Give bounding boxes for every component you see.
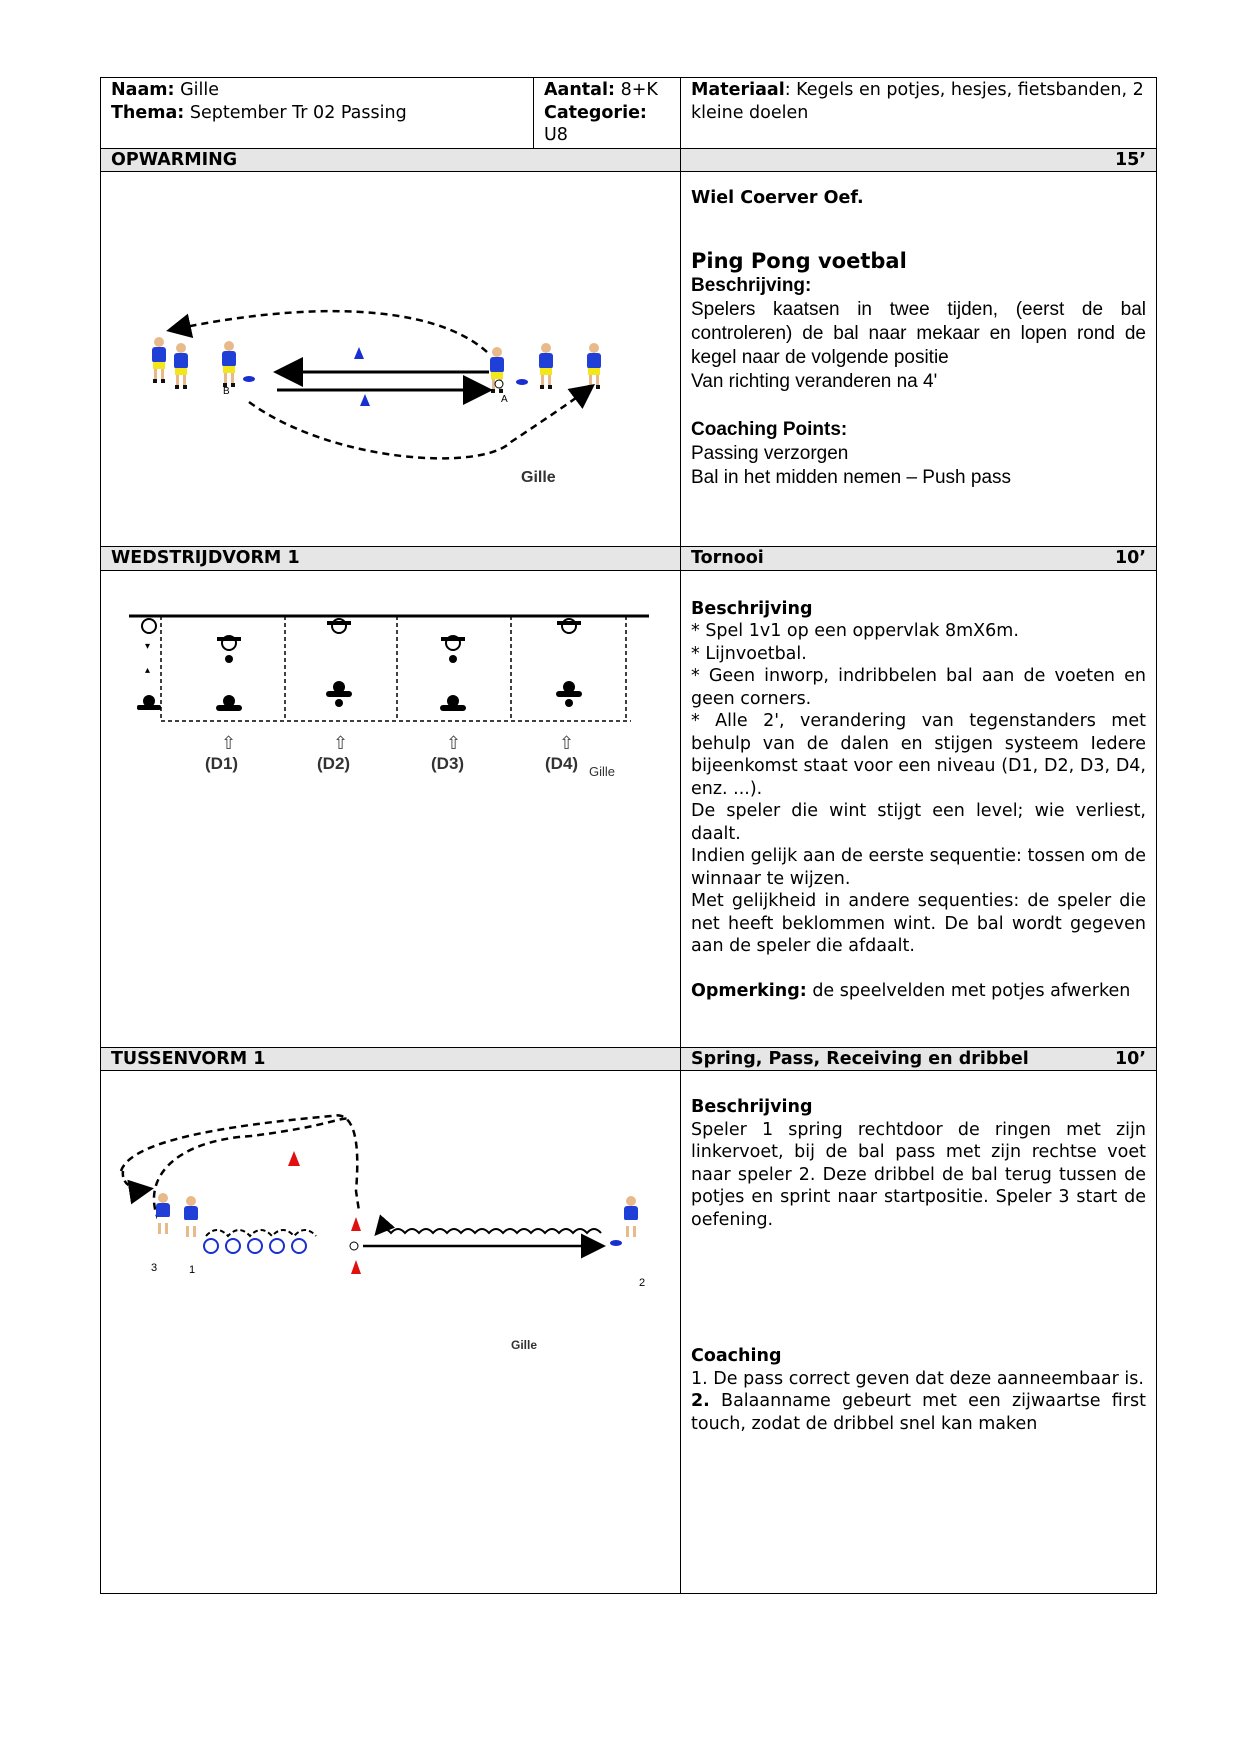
level-label-d1: (D1) bbox=[205, 753, 239, 773]
player-figure bbox=[152, 337, 166, 383]
player-label-2: 2 bbox=[639, 1277, 646, 1289]
description-line: * Geen inworp, indribbelen bal aan de voeten en geen corners. bbox=[691, 666, 1146, 709]
naam-label: Naam: bbox=[111, 80, 175, 100]
description-line: Indien gelijk aan de eerste sequentie: tossen om de winnaar te wijzen. bbox=[691, 846, 1146, 889]
player-figure bbox=[156, 1193, 170, 1234]
player-marker-icon bbox=[216, 695, 242, 711]
cone-icon bbox=[360, 394, 370, 406]
spring-pass-diagram bbox=[101, 1071, 680, 1361]
opmerking-text: de speelvelden met potjes afwerken bbox=[806, 980, 1131, 1001]
section-title-opwarming: OPWARMING bbox=[101, 148, 681, 172]
up-arrow-icon: ⇧ bbox=[559, 732, 575, 753]
cone-icon bbox=[354, 347, 364, 359]
coaching-number: 2. bbox=[691, 1391, 710, 1411]
player-figure bbox=[184, 1196, 198, 1237]
up-arrow-icon: ⇧ bbox=[446, 732, 462, 753]
opwarming-text-cell bbox=[681, 172, 1157, 547]
thema-value: September Tr 02 Passing bbox=[189, 102, 407, 123]
opponent-marker-icon bbox=[142, 619, 156, 633]
beschrijving-text-2: Van richting veranderen na 4' bbox=[691, 370, 938, 392]
section-subtitle-wedstrijdvorm: Tornooi bbox=[691, 548, 764, 568]
opmerking-label: Opmerking: bbox=[691, 980, 807, 1001]
up-arrow-icon: ⇧ bbox=[333, 732, 349, 753]
naam-value: Gille bbox=[180, 80, 219, 100]
player-label-1: 1 bbox=[189, 1264, 196, 1276]
tournament-diagram bbox=[101, 571, 680, 791]
beschrijving-text: Speler 1 spring rechtdoor de ringen met zijn linkervoet, bij de bal pass met zijn rechtse voet naar speler 2. Deze dribbel de bal terug tussen de potjes en sprint naar startpositie. Speler 3 start de oefening. bbox=[691, 1119, 1146, 1230]
section-bar-tussenvorm-right bbox=[681, 1047, 1157, 1071]
ring-icon bbox=[204, 1239, 218, 1253]
categorie-value: U8 bbox=[544, 125, 568, 145]
beschrijving-text: Spelers kaatsen in twee tijden, (eerst de bal controleren) de bal naar mekaar en lopen rond de kegel naar de volgende positie bbox=[691, 298, 1146, 368]
opponent-marker-icon bbox=[557, 619, 581, 633]
label-a: A bbox=[501, 394, 508, 405]
training-table bbox=[100, 77, 1157, 1594]
player-marker-icon bbox=[326, 681, 352, 707]
section-bar-wedstrijdvorm-right bbox=[681, 547, 1157, 571]
player-figure bbox=[539, 343, 553, 389]
section-bar-tussenvorm bbox=[101, 1047, 1157, 1071]
wedstrijdvorm-text-cell bbox=[681, 570, 1157, 1047]
section-content-wedstrijdvorm bbox=[101, 570, 1157, 1047]
tussenvorm-diagram-cell bbox=[101, 1071, 681, 1594]
up-arrow-icon: ⇧ bbox=[221, 732, 237, 753]
exercise-title: Wiel Coerver Oef. bbox=[691, 188, 864, 208]
beschrijving-label: Beschrijving bbox=[691, 1097, 813, 1117]
ring-icon bbox=[270, 1239, 284, 1253]
section-subtitle-tussenvorm: Spring, Pass, Receiving en dribbel bbox=[691, 1048, 1029, 1069]
materiaal-label: Materiaal bbox=[691, 80, 785, 100]
description-line: * Spel 1v1 op een oppervlak 8mX6m. bbox=[691, 621, 1019, 641]
wedstrijdvorm-diagram-cell bbox=[101, 570, 681, 1047]
label-b: B bbox=[223, 386, 230, 397]
marker-disc-icon bbox=[516, 379, 528, 385]
player-marker-icon bbox=[440, 695, 466, 711]
player-marker-icon bbox=[137, 695, 161, 710]
section-title-wedstrijdvorm: WEDSTRIJDVORM 1 bbox=[101, 547, 681, 571]
header-row bbox=[101, 78, 1157, 149]
description-line: * Lijnvoetbal. bbox=[691, 643, 807, 664]
header-name-cell bbox=[101, 78, 534, 149]
marker-disc-icon bbox=[243, 376, 255, 382]
player-figure bbox=[624, 1196, 638, 1237]
cone-icon bbox=[351, 1260, 361, 1274]
section-bar-wedstrijdvorm bbox=[101, 547, 1157, 571]
game-title: Ping Pong voetbal bbox=[691, 248, 907, 273]
section-bar-opwarming bbox=[101, 148, 1157, 172]
section-time-tussenvorm: 10’ bbox=[1114, 1048, 1146, 1069]
svg-text:▾: ▾ bbox=[145, 640, 151, 652]
diagram-author: Gille bbox=[511, 1338, 538, 1352]
header-count-cell bbox=[534, 78, 681, 149]
level-label-d2: (D2) bbox=[317, 753, 351, 773]
opponent-marker-icon bbox=[327, 619, 351, 633]
diagram-author: Gille bbox=[521, 469, 556, 486]
tussenvorm-text-cell bbox=[681, 1071, 1157, 1594]
player-figure bbox=[587, 343, 601, 389]
section-title-tussenvorm: TUSSENVORM 1 bbox=[101, 1047, 681, 1071]
ball-icon bbox=[350, 1242, 358, 1250]
coaching-label: Coaching bbox=[691, 1346, 782, 1366]
player-figure bbox=[174, 343, 188, 389]
opwarming-diagram-cell bbox=[101, 172, 681, 547]
categorie-label: Categorie: bbox=[544, 102, 647, 123]
ping-pong-diagram bbox=[101, 172, 680, 546]
materiaal-value: : Kegels en potjes, hesjes, fietsbanden, 2 kleine doelen bbox=[691, 80, 1144, 123]
section-time-opwarming: 15’ bbox=[1114, 149, 1146, 170]
marker-disc-icon bbox=[610, 1240, 622, 1246]
svg-text:▴: ▴ bbox=[145, 664, 151, 676]
coaching-label: Coaching Points: bbox=[691, 418, 848, 440]
coaching-point: Balaanname gebeurt met een zijwaartse first touch, zodat de dribbel snel kan maken bbox=[691, 1391, 1146, 1434]
ball-icon bbox=[449, 655, 457, 663]
description-line: * Alle 2', verandering van tegenstanders met behulp van de dalen en stijgen systeem Iedere bijeenkomst staat voor een niveau (D1, D2, D3, D4, enz. ...). bbox=[691, 711, 1146, 799]
section-bar-opwarming-right bbox=[681, 148, 1157, 172]
player-label-3: 3 bbox=[151, 1262, 158, 1274]
aantal-value: 8+K bbox=[620, 80, 658, 100]
diagram-author: Gille bbox=[589, 763, 616, 779]
ball-icon bbox=[225, 655, 233, 663]
level-label-d3: (D3) bbox=[431, 753, 465, 773]
training-sheet bbox=[100, 77, 1156, 1594]
description-line: Met gelijkheid in andere sequenties: de speler die net heeft beklommen wint. De bal wordt gegeven aan de speler die afdaalt. bbox=[691, 891, 1146, 956]
ring-icon bbox=[226, 1239, 240, 1253]
coaching-point: Passing verzorgen bbox=[691, 442, 849, 464]
section-time-wedstrijdvorm: 10’ bbox=[1114, 548, 1146, 568]
coaching-point: Bal in het midden nemen – Push pass bbox=[691, 466, 1012, 488]
header-materials-cell bbox=[681, 78, 1157, 149]
level-label-d4: (D4) bbox=[545, 753, 579, 773]
aantal-label: Aantal: bbox=[544, 80, 615, 100]
thema-label: Thema: bbox=[111, 102, 185, 123]
cone-icon bbox=[351, 1217, 361, 1231]
cone-icon bbox=[288, 1151, 300, 1166]
beschrijving-label: Beschrijving: bbox=[691, 274, 812, 296]
beschrijving-label: Beschrijving bbox=[691, 598, 813, 619]
description-line: De speler die wint stijgt een level; wie verliest, daalt. bbox=[691, 801, 1146, 844]
player-marker-icon bbox=[556, 681, 582, 707]
ring-icon bbox=[292, 1239, 306, 1253]
ring-icon bbox=[248, 1239, 262, 1253]
coaching-point: 1. De pass correct geven dat deze aanneembaar is. bbox=[691, 1368, 1144, 1389]
ball-icon bbox=[495, 380, 503, 388]
player-figure bbox=[222, 341, 236, 387]
opponent-marker-icon bbox=[217, 636, 241, 650]
section-content-tussenvorm bbox=[101, 1071, 1157, 1594]
opponent-marker-icon bbox=[441, 636, 465, 650]
section-content-opwarming bbox=[101, 172, 1157, 547]
